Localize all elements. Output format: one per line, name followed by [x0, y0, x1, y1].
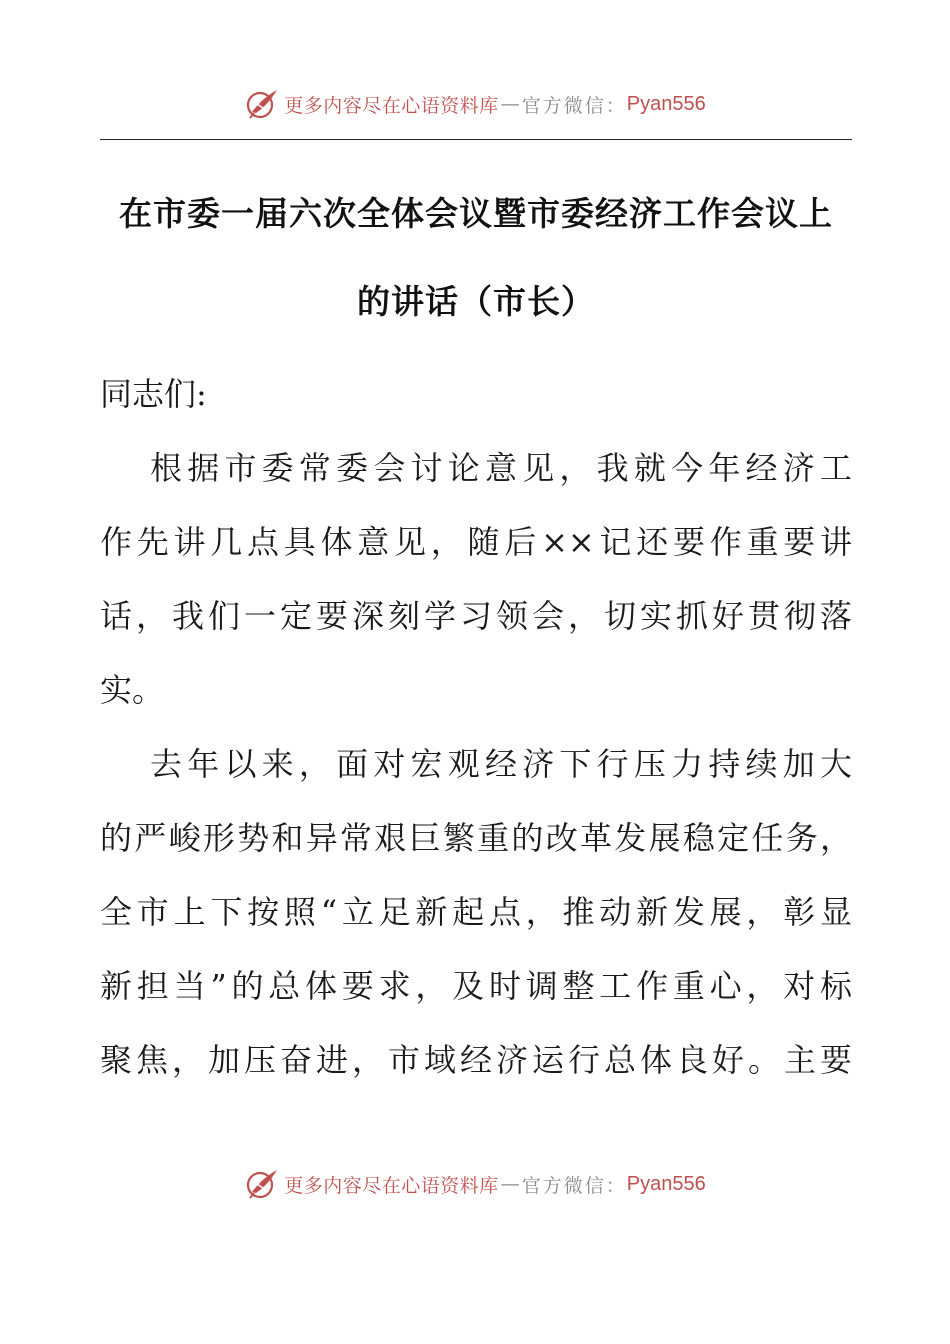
paragraph-1 — [100, 431, 852, 727]
banner-site-text: 更多内容尽在心语资料库 — [284, 94, 499, 117]
footer-banner — [0, 1164, 950, 1204]
document-title — [100, 170, 852, 346]
paragraph-line: 去年以来，面对宏观经济下行压力持续加大 — [150, 745, 852, 783]
banner-separator: — — [500, 1173, 520, 1195]
banner-separator: — — [500, 93, 520, 115]
banner-wechat-label: 官方微信： — [521, 94, 627, 117]
paragraph-line: 聚焦，加压奋进，市域经济运行总体良好。主要 — [100, 1041, 852, 1079]
paragraph-line: 话，我们一定要深刻学习领会，切实抓好贯彻落 — [100, 597, 852, 635]
quill-logo-icon — [244, 86, 280, 122]
paragraph-line: 全市上下按照“立足新起点，推动新发展，彰显 — [100, 893, 852, 931]
banner-wechat-label: 官方微信： — [521, 1174, 627, 1197]
banner-site-text: 更多内容尽在心语资料库 — [284, 1174, 499, 1197]
paragraph-line: 的严峻形势和异常艰巨繁重的改革发展稳定任务， — [100, 819, 852, 857]
title-line-1: 在市委一届六次全体会议暨市委经济工作会议上 — [119, 194, 833, 233]
salutation: 同志们: — [100, 375, 207, 413]
header-divider — [100, 139, 852, 140]
paragraph-line: 作先讲几点具体意见，随后××记还要作重要讲 — [100, 523, 852, 561]
paragraph-line: 根据市委常委会讨论意见，我就今年经济工 — [150, 449, 852, 487]
paragraph-2 — [100, 727, 852, 1097]
paragraph-line: 新担当”的总体要求，及时调整工作重心，对标 — [100, 967, 852, 1005]
header-banner — [0, 84, 950, 124]
document-body — [100, 357, 852, 1097]
quill-logo-icon — [244, 1166, 280, 1202]
title-line-2: 的讲话（市长） — [357, 282, 595, 321]
banner-wechat-id: Pyan556 — [626, 1172, 706, 1195]
banner-wechat-id: Pyan556 — [626, 92, 706, 115]
paragraph-line: 实。 — [100, 671, 165, 709]
